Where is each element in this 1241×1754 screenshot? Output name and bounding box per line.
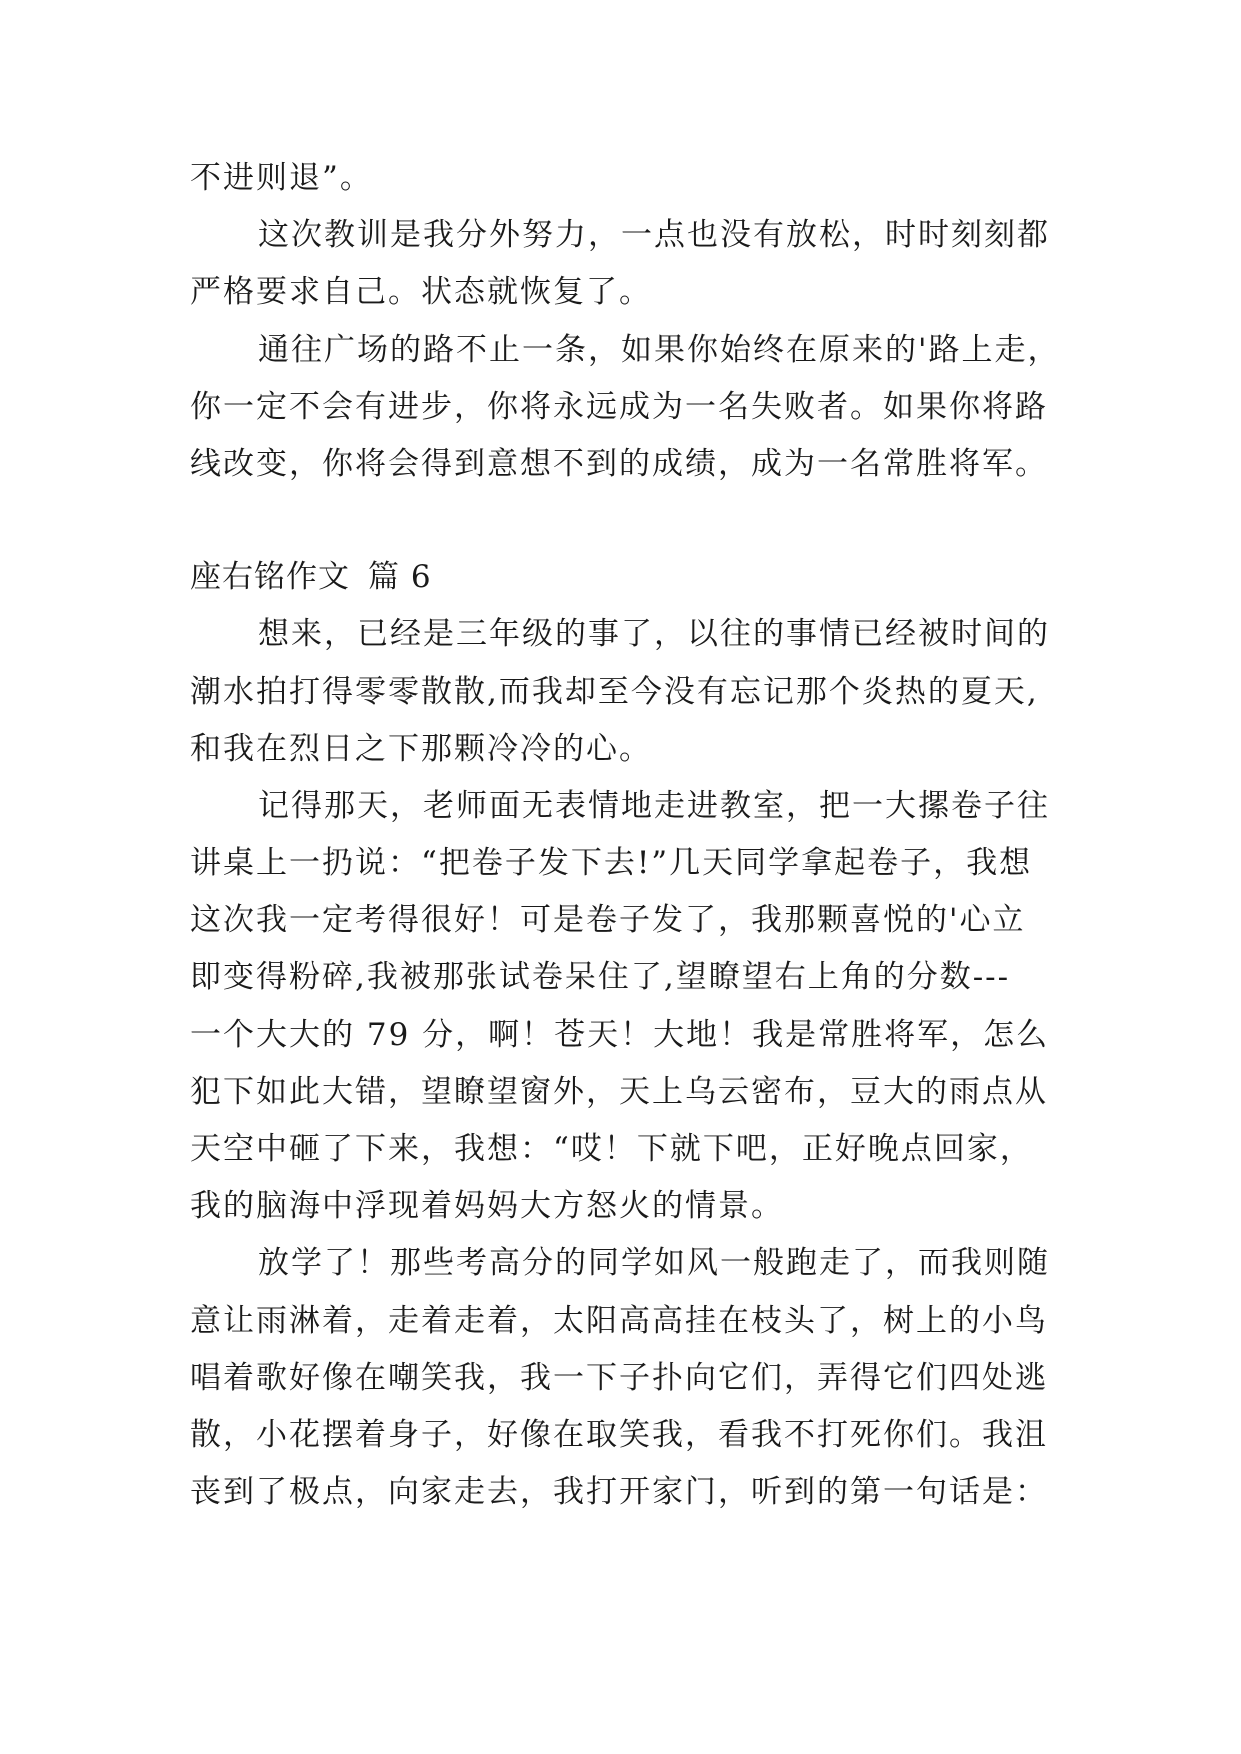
paragraph-first-line: 记得那天，老师面无表情地走进教室，把一大摞卷子往 — [258, 787, 1050, 824]
text-line: 潮水拍打得零零散散,而我却至今没有忘记那个炎热的夏天, — [190, 673, 1039, 710]
paragraph-first-line: 放学了！那些考高分的同学如风一般跑走了，而我则随 — [258, 1245, 1050, 1282]
paragraph-first-line: 通往广场的路不止一条，如果你始终在原来的'路上走， — [258, 331, 1061, 368]
section-number: 篇 6 — [368, 559, 432, 596]
text-line: 讲桌上一扔说：“把卷子发下去!”几天同学拿起卷子，我想 — [190, 845, 1033, 882]
text-line: 线改变，你将会得到意想不到的成绩，成为一名常胜将军。 — [190, 445, 1048, 482]
text-line: 和我在烈日之下那颗冷冷的心。 — [190, 730, 652, 767]
text-line: 我的脑海中浮现着妈妈大方怒火的情景。 — [190, 1188, 784, 1225]
text-line: 这次我一定考得很好！可是卷子发了，我那颗喜悦的'心立 — [190, 902, 1026, 939]
text-line: 唱着歌好像在嘲笑我，我一下子扑向它们，弄得它们四处逃 — [190, 1359, 1048, 1396]
text-line: 你一定不会有进步，你将永远成为一名失败者。如果你将路 — [190, 388, 1048, 425]
section-title: 座右铭作文 — [190, 559, 350, 596]
section-spacer — [190, 493, 1060, 549]
section-heading — [190, 549, 1060, 606]
text-line: 犯下如此大错，望瞭望窗外，天上乌云密布，豆大的雨点从 — [190, 1073, 1048, 1110]
text-line: 天空中砸了下来，我想：“哎！下就下吧，正好晚点回家， — [190, 1131, 1033, 1167]
text-line: 丧到了极点，向家走去，我打开家门，听到的第一句话是： — [190, 1474, 1048, 1511]
text-line: 严格要求自己。状态就恢复了。 — [190, 274, 652, 311]
text-line: 意让雨淋着，走着走着，太阳高高挂在枝头了，树上的小鸟 — [190, 1302, 1048, 1339]
paragraph-first-line: 想来，已经是三年级的事了，以往的事情已经被时间的 — [258, 616, 1050, 653]
text-line: 不进则退”。 — [190, 160, 373, 196]
paragraph-first-line: 这次教训是我分外努力，一点也没有放松，时时刻刻都 — [258, 217, 1050, 254]
text-line: 一个大大的 79 分，啊！苍天！大地！我是常胜将军，怎么 — [190, 1016, 1050, 1053]
document-body — [190, 150, 1060, 1521]
text-line: 即变得粉碎,我被那张试卷呆住了,望瞭望右上角的分数--- — [190, 959, 1011, 996]
text-line: 散，小花摆着身子，好像在取笑我，看我不打死你们。我沮 — [190, 1416, 1048, 1453]
